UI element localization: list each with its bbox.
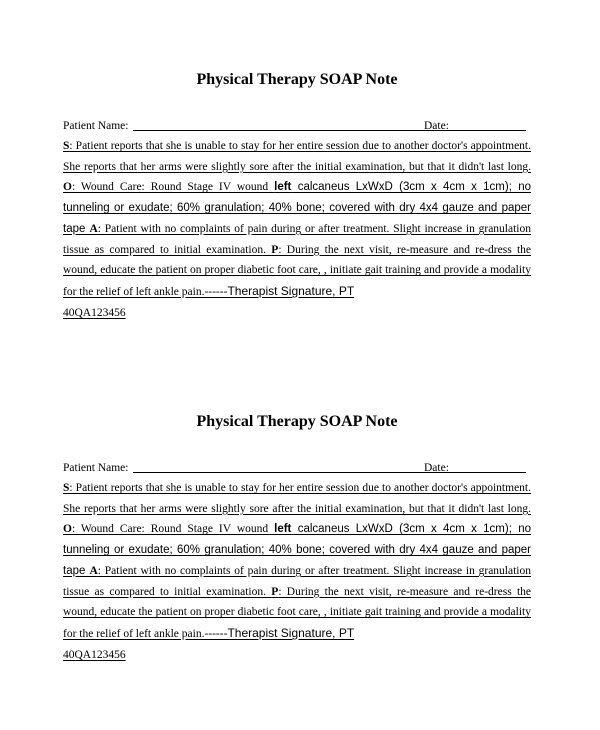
objective-text-2: calcaneus LxWxD (3cm x 4cm x 1cm); no tunneling or exudate; 60% granulation; 40% bone; covered with dry 4x4 gauze and paper tape xyxy=(63,523,531,577)
date-blank xyxy=(454,472,526,473)
date-label: Date: xyxy=(424,120,449,132)
plan-text: : During the next visit, re-measure and re-dress the wound, educate the patient on proper diabetic foot care, , initiate gait training and provide a modality for the relief of left ankle pain.------ xyxy=(63,585,532,640)
soap-note-2 xyxy=(63,412,531,665)
therapist-code: 40QA123456 xyxy=(63,648,126,661)
plan-text: : During the next visit, re-measure and re-dress the wound, educate the patient on proper diabetic foot care, , initiate gait training and provide a modality for the relief of left ankle pain.------ xyxy=(63,243,532,298)
note-title: Physical Therapy SOAP Note xyxy=(196,413,398,430)
assessment-label: A xyxy=(89,222,98,235)
assessment-text: : Patient with no complaints of pain during or after treatment. Slight increase in granulation tissue as compared to initial examination. xyxy=(63,564,532,598)
objective-text-1: : Wound Care: Round Stage IV wound xyxy=(71,523,275,536)
date-label: Date: xyxy=(424,462,449,474)
objective-label: O xyxy=(63,181,72,194)
plan-label: P xyxy=(271,585,279,598)
therapist-signature: Therapist Signature, PT xyxy=(227,625,355,640)
subjective-label: S xyxy=(63,140,70,152)
objective-left-bold: left xyxy=(274,181,292,194)
patient-header-line xyxy=(63,118,531,134)
therapist-code: 40QA123456 xyxy=(63,306,126,319)
soap-body xyxy=(63,478,531,645)
subjective-text: : Patient reports that she is unable to stay for her entire session due to another doctor's appointment. She reports that her arms were slightly sore after the initial examination, but that it didn't last long. xyxy=(63,482,531,515)
note-title: Physical Therapy SOAP Note xyxy=(196,71,398,88)
subjective-label: S xyxy=(63,482,70,494)
patient-header-line xyxy=(63,460,531,476)
objective-text-2: calcaneus LxWxD (3cm x 4cm x 1cm); no tunneling or exudate; 60% granulation; 40% bone; covered with dry 4x4 gauze and paper tape xyxy=(63,181,531,235)
patient-name-label: Patient Name: xyxy=(63,120,129,132)
objective-label: O xyxy=(63,523,72,536)
date-blank xyxy=(454,130,526,131)
assessment-label: A xyxy=(89,564,98,577)
objective-text-1: : Wound Care: Round Stage IV wound xyxy=(71,181,275,194)
subjective-text: : Patient reports that she is unable to stay for her entire session due to another doctor's appointment. She reports that her arms were slightly sore after the initial examination, but that it didn't last long. xyxy=(63,140,531,173)
soap-body xyxy=(63,136,531,303)
patient-name-label: Patient Name: xyxy=(63,462,129,474)
plan-label: P xyxy=(271,243,279,256)
therapist-signature: Therapist Signature, PT xyxy=(227,283,355,298)
objective-left-bold: left xyxy=(274,523,292,536)
assessment-text: : Patient with no complaints of pain during or after treatment. Slight increase in granulation tissue as compared to initial examination. xyxy=(63,222,532,256)
soap-note-1 xyxy=(63,70,531,323)
